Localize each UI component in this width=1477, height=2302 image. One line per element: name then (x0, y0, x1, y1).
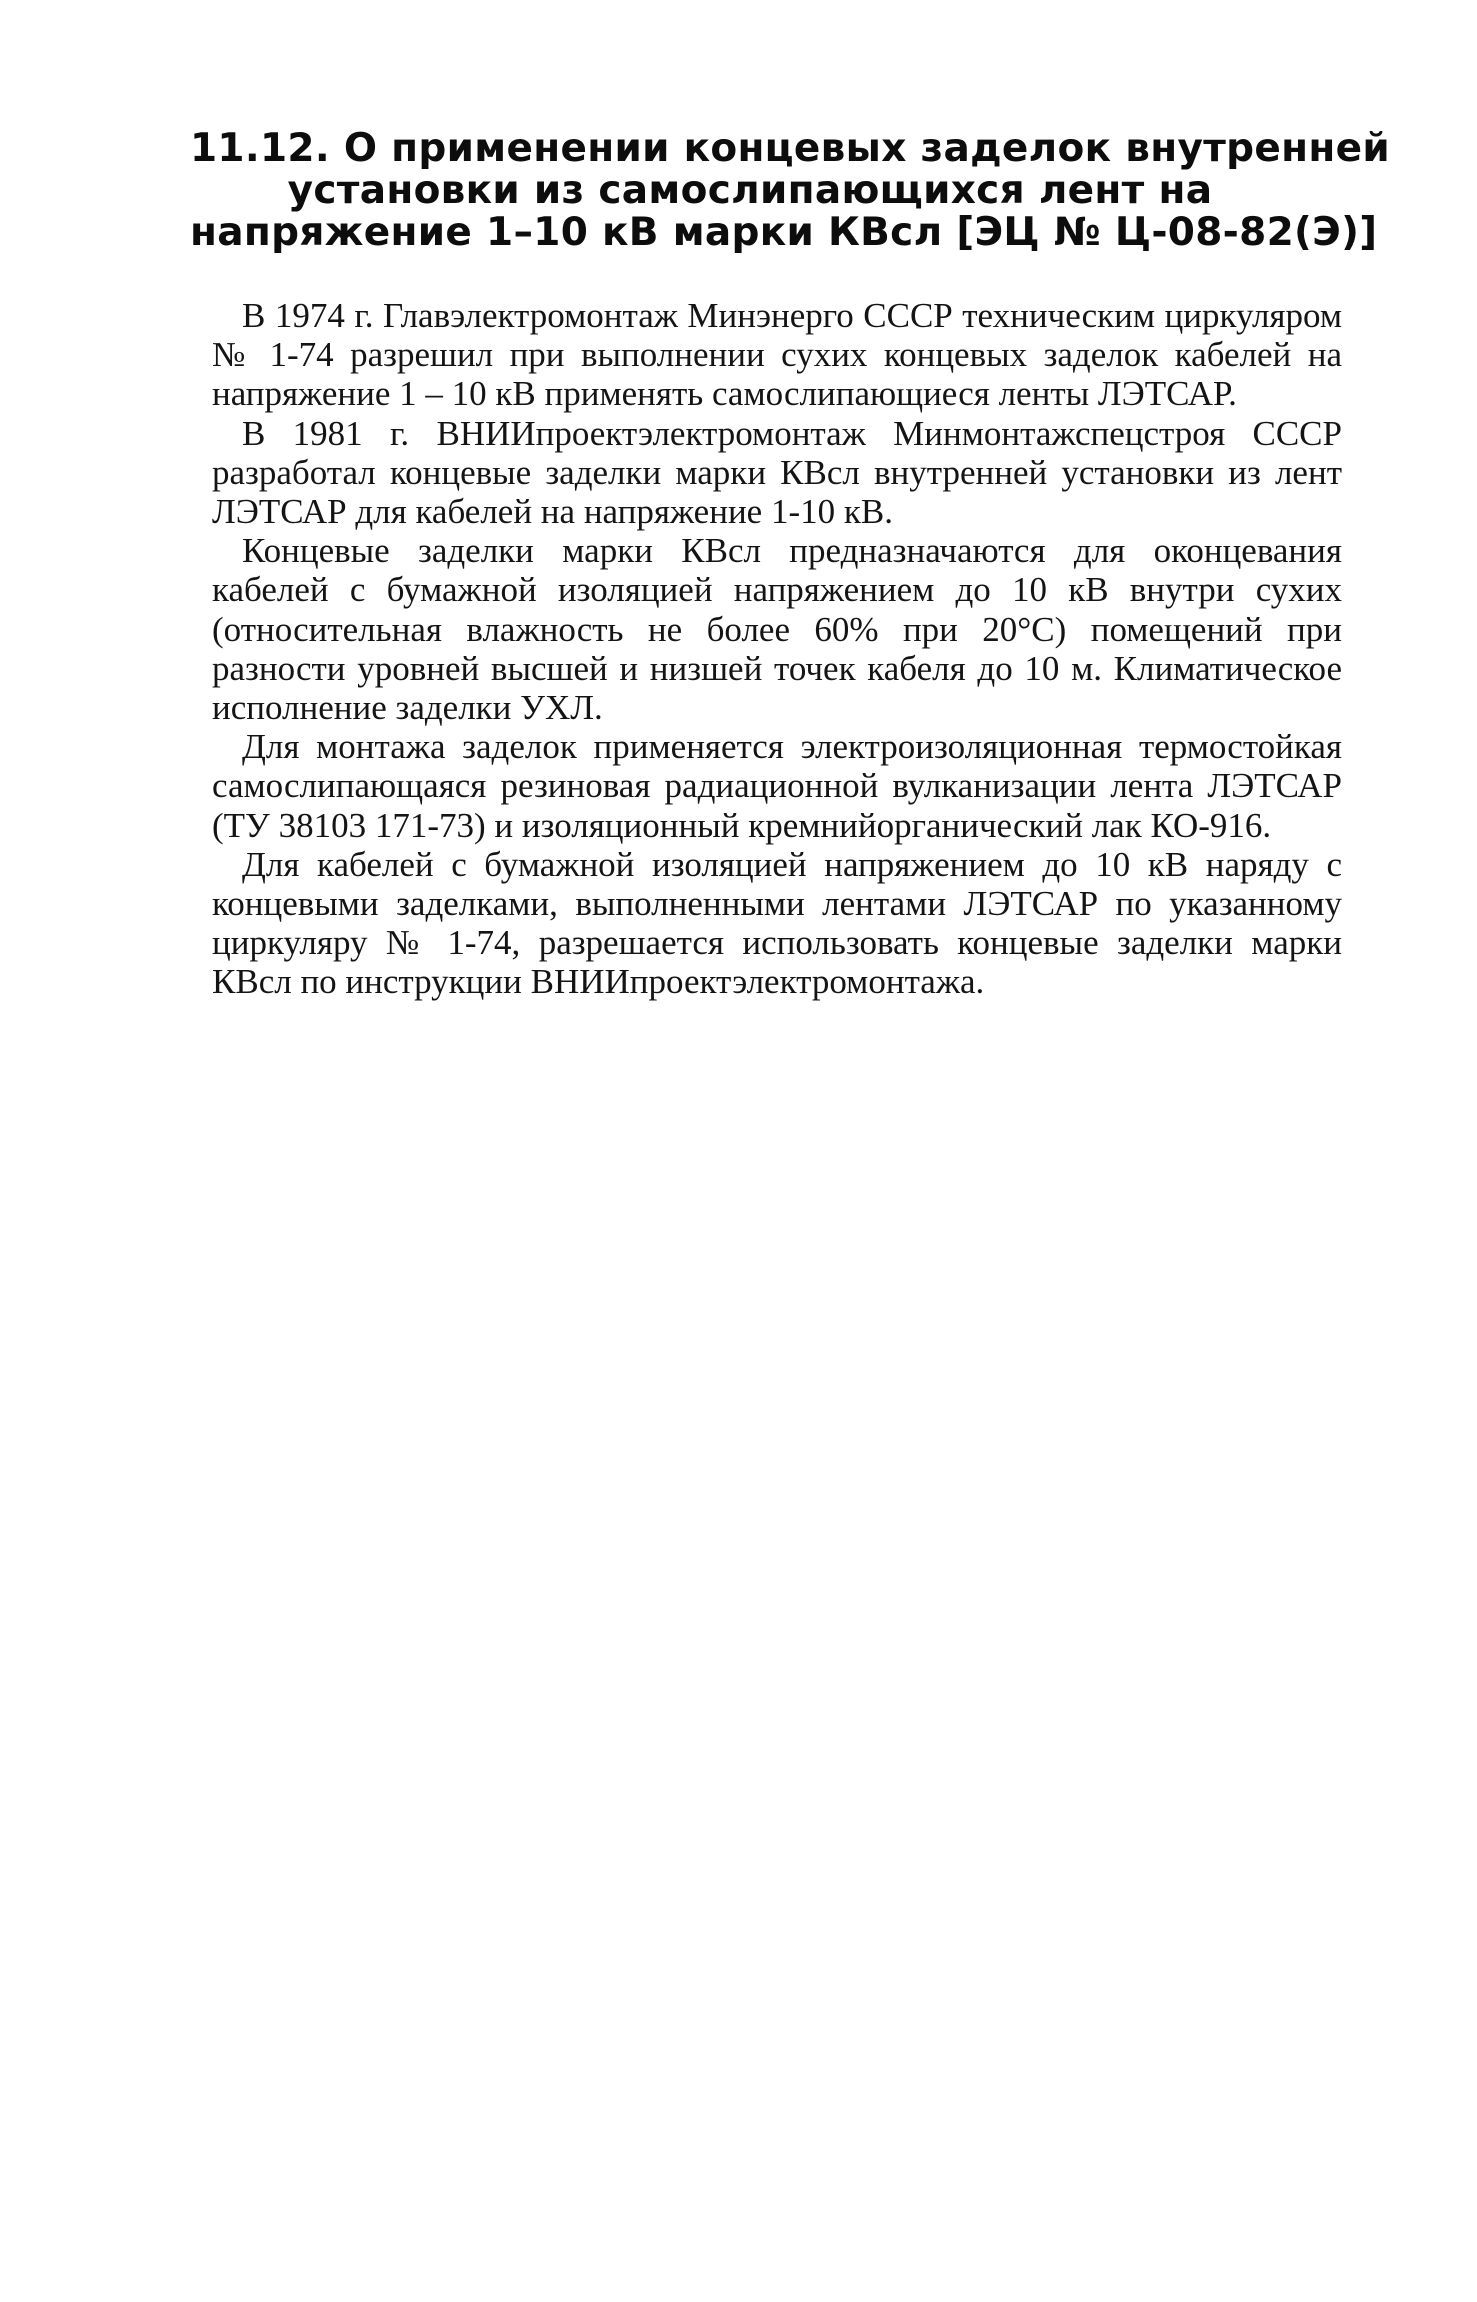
heading-line-2: установки из самослипающихся лент на (287, 168, 1213, 213)
paragraph-3: Концевые заделки марки КВсл предназначаются для оконцевания кабелей с бумажной изоляцией напряжением до 10 кВ внутри сухих (относительная влажность не более 60% при 20°С) помещений при разности уровней высшей и низшей точек кабеля до 10 м. Климатическое исполнение заделки УХЛ. (212, 531, 1342, 728)
paragraph-1: В 1974 г. Главэлектромонтаж Минэнерго СССР техническим циркуляром № 1-74 разрешил при выполнении сухих концевых заделок кабелей на напряжение 1 – 10 кВ применять самослипающиеся ленты ЛЭТСАР. (212, 296, 1342, 414)
paragraph-4: Для монтажа заделок применяется электроизоляционная термостойкая самослипающаяся резиновая радиационной вулканизации лента ЛЭТСАР (ТУ 38103 171-73) и изоляционный кремнийорганический лак КО-916. (212, 727, 1342, 845)
heading-line-1: 11.12. О применении концевых заделок внутренней (190, 126, 1390, 171)
heading-line-3: напряжение 1–10 кВ марки КВсл [ЭЦ № Ц-08-82(Э)] (190, 210, 1378, 255)
paragraph-2: В 1981 г. ВНИИпроектэлектромонтаж Минмонтажспецстроя СССР разработал концевые заделки марки КВсл внутренней установки из лент ЛЭТСАР для кабелей на напряжение 1-10 кВ. (212, 413, 1342, 532)
body-text (212, 296, 1342, 1002)
section-heading (190, 126, 1390, 255)
paragraph-5: Для кабелей с бумажной изоляцией напряжением до 10 кВ наряду с концевыми заделками, выполненными лентами ЛЭТСАР по указанному циркуляру № 1-74, разрешается использовать концевые заделки марки КВсл по инструкции ВНИИпроектэлектромонтажа. (212, 844, 1342, 1002)
